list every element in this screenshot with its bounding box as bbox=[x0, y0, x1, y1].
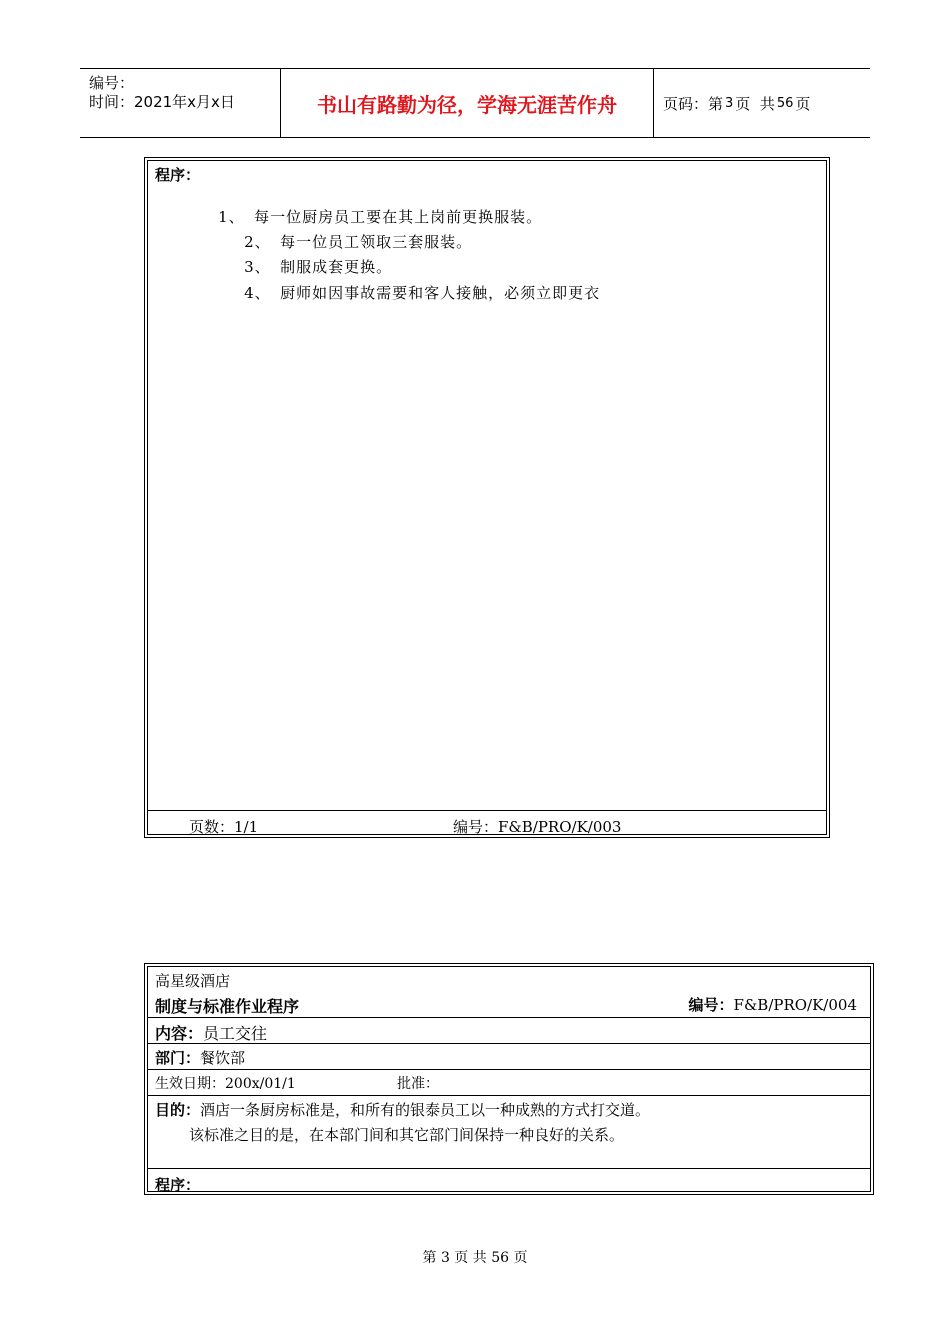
page-footer: 第 3 页 共 56 页 bbox=[422, 1250, 528, 1266]
content-label: 内容： bbox=[155, 1024, 204, 1043]
step-number: 1、 bbox=[218, 208, 245, 226]
department-value: 餐饮部 bbox=[200, 1049, 246, 1067]
divider bbox=[148, 1095, 870, 1096]
box-doc-code: 编号：F&B/PRO/K/003 bbox=[453, 818, 622, 836]
sop-code bbox=[689, 994, 857, 1015]
header-page-info bbox=[654, 69, 870, 137]
header-meta bbox=[80, 69, 281, 137]
sop-procedure-label: 程序： bbox=[155, 1176, 201, 1194]
step-text: 制服成套更换。 bbox=[280, 258, 393, 276]
step-number: 2、 bbox=[244, 233, 271, 251]
procedure-step bbox=[221, 264, 600, 321]
department-label: 部门： bbox=[155, 1049, 201, 1067]
sop-title: 制度与标准作业程序 bbox=[155, 997, 300, 1016]
sop-code-label: 编号： bbox=[688, 996, 734, 1014]
header-page-suffix: 页 bbox=[795, 94, 811, 113]
step-text: 每一位厨房员工要在其上岗前更换服装。 bbox=[254, 208, 543, 226]
effective-date: 生效日期：200x/01/1 bbox=[155, 1076, 296, 1092]
header-code-label: 编号： bbox=[89, 74, 135, 92]
divider bbox=[148, 1168, 870, 1169]
approval-label: 批准： bbox=[397, 1076, 439, 1092]
sop-code-value: F&B/PRO/K/004 bbox=[733, 996, 857, 1014]
purpose-label: 目的： bbox=[155, 1101, 201, 1119]
step-number: 4、 bbox=[244, 284, 271, 302]
step-text: 厨师如因事故需要和客人接触，必须立即更衣 bbox=[280, 284, 601, 302]
sop-box bbox=[144, 963, 874, 1195]
content-value: 员工交往 bbox=[203, 1024, 268, 1043]
purpose-row bbox=[155, 1099, 650, 1120]
content-row bbox=[155, 1021, 267, 1044]
hotel-name: 高星级酒店 bbox=[155, 972, 231, 990]
divider bbox=[148, 1069, 870, 1070]
divider bbox=[148, 1043, 870, 1044]
department-row bbox=[155, 1047, 245, 1068]
step-number: 3、 bbox=[244, 258, 271, 276]
header-page-current: 3 bbox=[725, 95, 734, 111]
header-page-mid: 页 共 bbox=[735, 94, 775, 113]
procedure-label: 程序： bbox=[155, 166, 201, 184]
box-page-count: 页数：1/1 bbox=[189, 818, 259, 836]
header-page-total: 56 bbox=[776, 95, 794, 111]
purpose-line-1: 酒店一条厨房标准是，和所有的银泰员工以一种成熟的方式打交道。 bbox=[200, 1101, 651, 1119]
divider bbox=[148, 1017, 870, 1018]
divider bbox=[148, 810, 826, 811]
header-date: 时间：2021年x月x日 bbox=[89, 93, 235, 111]
procedure-box bbox=[144, 157, 830, 838]
purpose-line-2: 该标准之目的是，在本部门间和其它部门间保持一种良好的关系。 bbox=[189, 1126, 625, 1144]
page-header bbox=[80, 68, 870, 138]
header-page-prefix: 页码：第 bbox=[663, 94, 724, 113]
step-text: 每一位员工领取三套服装。 bbox=[280, 233, 473, 251]
header-motto: 书山有路勤为径，学海无涯苦作舟 bbox=[281, 69, 654, 137]
